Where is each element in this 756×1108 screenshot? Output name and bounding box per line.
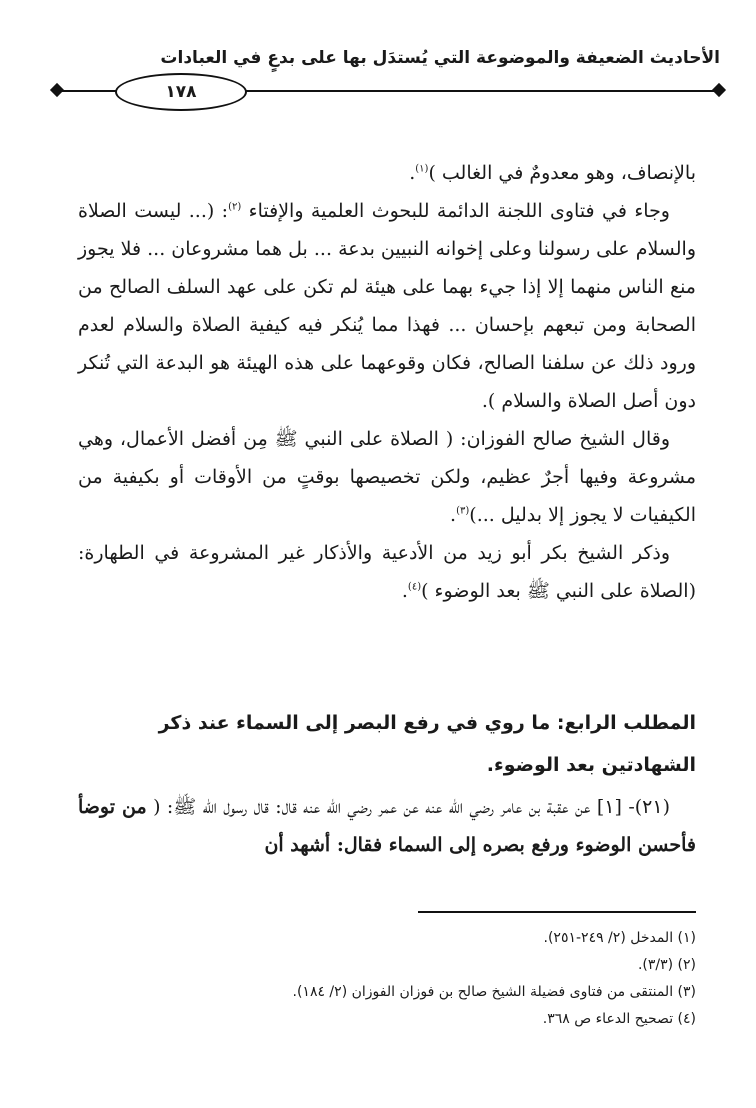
hadith-text	[78, 788, 696, 864]
footnotes	[78, 925, 696, 1033]
hadith-paragraph	[78, 788, 696, 864]
paragraph-1	[78, 154, 696, 192]
footnote-mark-4: (٤)	[407, 581, 422, 593]
footnote-3: (٣) المنتقى من فتاوى فضيلة الشيخ صالح بن فوزان الفوزان (٢/ ١٨٤).	[292, 984, 696, 1000]
paragraph-4-text: وذكر الشيخ بكر أبو زيد من الأدعية والأذكار غير المشروعة في الطهارة: (الصلاة على النبي ﷺ بعد الوضوء )	[78, 542, 696, 602]
paragraph-3	[78, 420, 696, 534]
paragraph-4-tail: .	[401, 580, 408, 602]
page-header	[40, 40, 720, 110]
hadith-narration: (٢١)- [١] عن عقبة بن عامر رضي الله عنه عن عمر رضي الله عنه قال: قال رسول الله ﷺ: (	[153, 796, 670, 818]
footnote-1: (١) المدخل (٢/ ٢٤٩-٢٥١).	[543, 930, 696, 946]
main-text	[78, 154, 696, 610]
page-number: ١٧٨	[115, 73, 247, 111]
paragraph-3-tail: .	[450, 504, 457, 526]
section-heading: المطلب الرابع: ما روي في رفع البصر إلى السماء عند ذكر الشهادتين بعد الوضوء.	[158, 712, 696, 776]
footnote-rule	[418, 911, 696, 913]
book-title: الأحاديث الضعيفة والموضوعة التي يُستدَل بها على بدعٍ في العبادات	[160, 48, 720, 68]
footnote-4: (٤) تصحيح الدعاء ص ٣٦٨.	[542, 1011, 696, 1027]
footnote-mark-1: (١)	[415, 163, 429, 175]
hadith-quote-bold: من توضأ فأحسن الوضوء ورفع بصره إلى السماء فقال: أشهد أن	[78, 796, 696, 856]
paragraph-1-text: بالإنصاف، وهو معدومٌ في الغالب )	[428, 162, 696, 184]
paragraph-2-tail: : (... ليست الصلاة والسلام على رسولنا وعلى إخوانه النبيين بدعة ... بل هما مشروعان ... فلا يجوز منع الناس منهما إلا إذا جيء بهما على هيئة لم تكن على عهد السلف الصالح من الصحابة ومن تبعهم بإحسان ... فهذا مما يُنكر فيه كيفية الصلاة والسلام لعدم ورود ذلك عن سلفنا الصالح، فكان وقوعهما على هذه الهيئة هو البدعة التي تُنكر دون أصل الصلاة والسلام ).	[78, 200, 696, 412]
paragraph-3-text: وقال الشيخ صالح الفوزان: ( الصلاة على النبي ﷺ مِن أفضل الأعمال، وهي مشروعة وفيها أجرٌ عظيم، ولكن تخصيصها بوقتٍ من الأوقات أو بكيفية من الكيفيات لا يجوز إلا بدليل ...)	[78, 428, 696, 526]
header-diamond-right	[712, 83, 726, 97]
footnote-mark-3: (٣)	[456, 505, 470, 517]
header-diamond-left	[50, 83, 64, 97]
footnote-2: (٢) (٣/٣).	[637, 957, 696, 973]
paragraph-2-text: وجاء في فتاوى اللجنة الدائمة للبحوث العلمية والإفتاء	[248, 200, 670, 222]
paragraph-1-tail: .	[409, 162, 416, 184]
paragraph-2	[78, 192, 696, 420]
footnote-mark-2: (٢)	[228, 201, 242, 213]
paragraph-4	[78, 534, 696, 610]
